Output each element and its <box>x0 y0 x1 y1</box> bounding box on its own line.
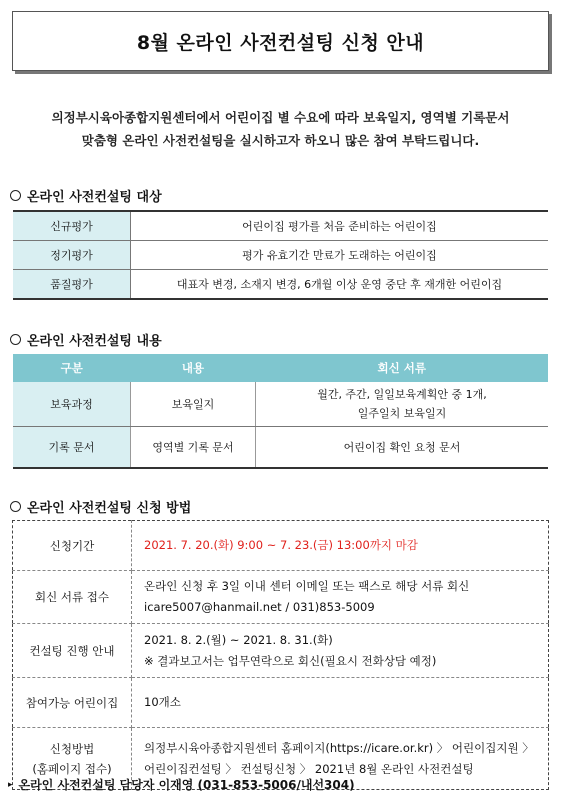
column-header: 회신 서류 <box>256 354 549 382</box>
row-label: 참여가능 어린이집 <box>13 678 132 728</box>
table-row <box>13 382 548 427</box>
value-line: ※ 결과보고서는 업무연락으로 회신(필요시 전화상담 예정) <box>144 653 437 668</box>
value-line: 의정부시육아종합지원센터 홈페이지(https://icare.or.kr) 〉 어린이집지원 〉 <box>144 740 534 755</box>
circle-bullet-icon <box>10 501 21 512</box>
circle-bullet-icon <box>10 334 21 345</box>
intro-line-2: 맞춤형 온라인 사전컨설팅을 실시하고자 하오니 많은 참여 부탁드립니다. <box>81 133 480 148</box>
page-title: 8월 온라인 사전컨설팅 신청 안내 <box>12 11 549 71</box>
row-value: 어린이집 평가를 처음 준비하는 어린이집 <box>131 211 549 241</box>
section-heading-method <box>10 497 191 516</box>
table-row <box>13 427 548 469</box>
intro-text <box>20 106 541 152</box>
value-line: 어린이집컨설팅 〉 컨설팅신청 〉 2021년 8월 온라인 사전컨설팅 <box>144 761 474 776</box>
row-cell: 어린이집 확인 요청 문서 <box>256 427 549 469</box>
row-label: 정기평가 <box>13 241 131 270</box>
content-table <box>13 354 548 469</box>
table-row <box>13 521 549 571</box>
row-value <box>132 571 549 624</box>
table-header-row <box>13 354 548 382</box>
row-label: 기록 문서 <box>13 427 131 469</box>
contact-footer <box>8 776 355 793</box>
section-heading-target <box>10 186 162 205</box>
row-value: 평가 유효기간 만료가 도래하는 어린이집 <box>131 241 549 270</box>
row-label: 품질평가 <box>13 270 131 300</box>
row-cell <box>256 382 549 427</box>
row-value: 대표자 변경, 소재지 변경, 6개월 이상 운영 중단 후 재개한 어린이집 <box>131 270 549 300</box>
intro-line-1: 의정부시육아종합지원센터에서 어린이집 별 수요에 따라 보육일지, 영역별 기록문서 <box>51 110 510 125</box>
table-row <box>13 211 548 241</box>
target-table <box>13 210 548 300</box>
bullet-icon: ▸ <box>8 779 13 790</box>
table-row <box>13 624 549 678</box>
row-label: 신청기간 <box>13 521 132 571</box>
table-row <box>13 241 548 270</box>
section-heading-content <box>10 330 162 349</box>
table-row <box>13 571 549 624</box>
label-line: (홈페이지 접수) <box>32 761 112 776</box>
row-cell: 영역별 기록 문서 <box>131 427 256 469</box>
method-table <box>12 520 549 790</box>
cell-line: 월간, 주간, 일일보육계획안 중 1개, <box>317 388 487 401</box>
row-value <box>132 624 549 678</box>
table-row <box>13 678 549 728</box>
section-heading-label: 온라인 사전컨설팅 대상 <box>27 190 162 205</box>
contact-email: icare5007@hanmail.net / 031)853-5009 <box>144 600 375 614</box>
section-heading-label: 온라인 사전컨설팅 내용 <box>27 334 162 349</box>
row-label: 신규평가 <box>13 211 131 241</box>
column-header: 구분 <box>13 354 131 382</box>
row-label: 회신 서류 접수 <box>13 571 132 624</box>
section-heading-label: 온라인 사전컨설팅 신청 방법 <box>27 501 192 516</box>
cell-line: 일주일치 보육일지 <box>357 407 447 420</box>
deadline-value: 2021. 7. 20.(화) 9:00 ~ 7. 23.(금) 13:00까지 마감 <box>132 521 549 571</box>
row-value: 10개소 <box>132 678 549 728</box>
table-row <box>13 270 548 300</box>
footer-text: 온라인 사전컨설팅 담당자 이재영 (031-853-5006/내선304) <box>18 778 355 792</box>
column-header: 내용 <box>131 354 256 382</box>
circle-bullet-icon <box>10 190 21 201</box>
row-label: 보육과정 <box>13 382 131 427</box>
row-cell: 보육일지 <box>131 382 256 427</box>
value-line: 2021. 8. 2.(월) ~ 2021. 8. 31.(화) <box>144 632 333 647</box>
label-line: 신청방법 <box>49 741 95 756</box>
value-line: 온라인 신청 후 3일 이내 센터 이메일 또는 팩스로 해당 서류 회신 <box>144 579 470 593</box>
row-label: 컨설팅 진행 안내 <box>13 624 132 678</box>
